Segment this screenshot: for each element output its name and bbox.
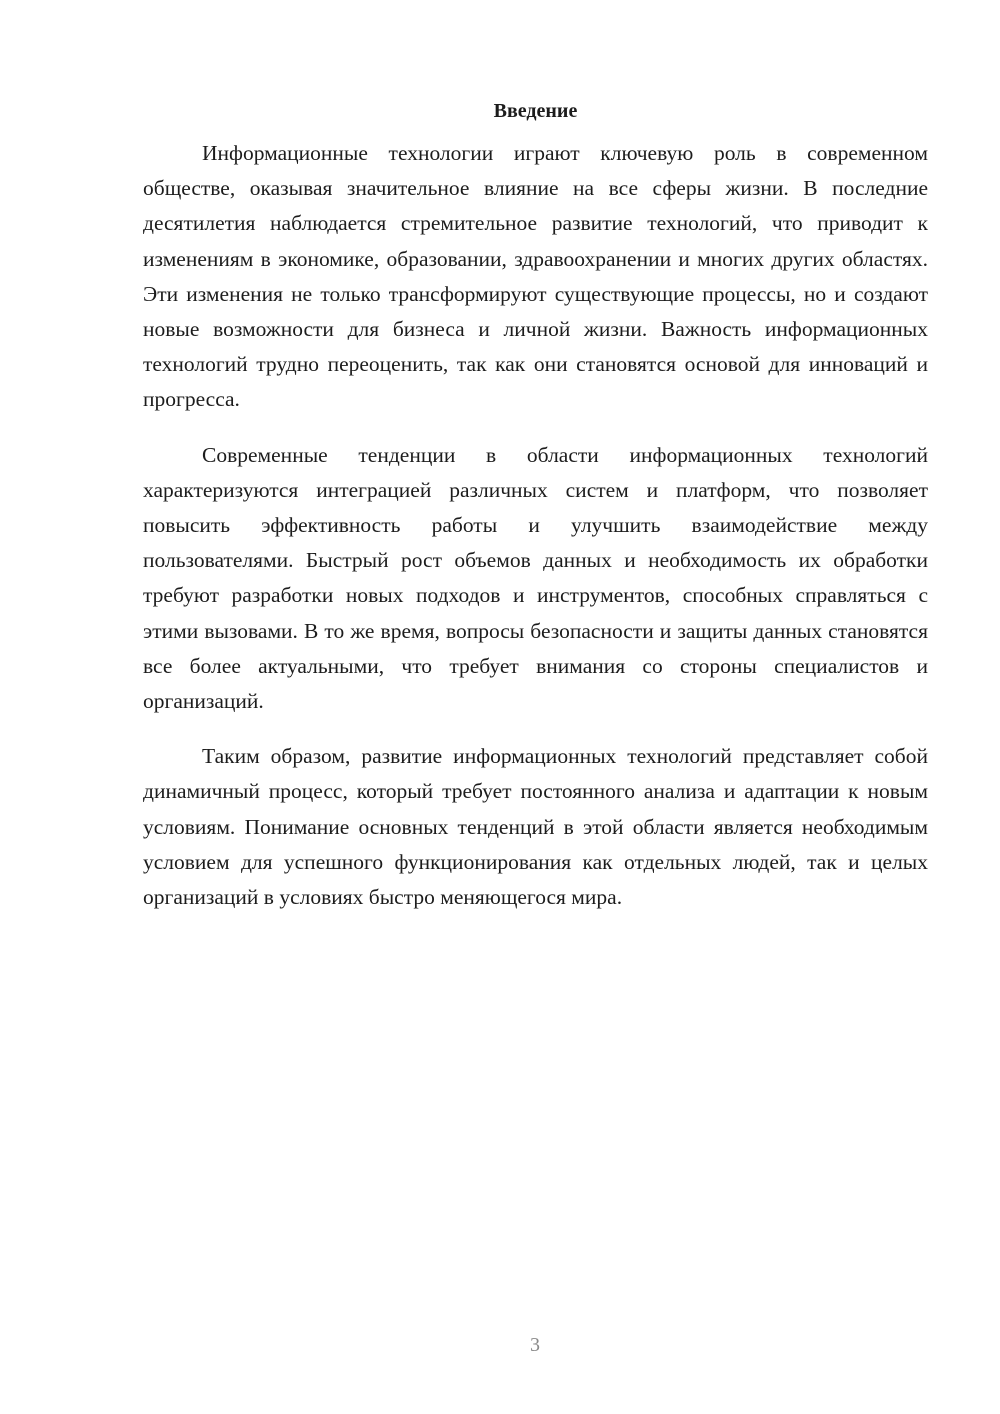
- page-number: 3: [530, 1334, 540, 1356]
- paragraph-2: Современные тенденции в области информационных технологий характеризуются интеграцией различных систем и платформ, что позволяет повысить эффективность работы и улучшить взаимодействие между пользователями. Быстрый рост объемов данных и необходимость их обработки требуют разработки новых подходов и инструментов, способных справляться с этими вызовами. В то же время, вопросы безопасности и защиты данных становятся все более актуальными, что требует внимания со стороны специалистов и организаций.: [143, 442, 928, 714]
- paragraph-1: Информационные технологии играют ключевую роль в современном обществе, оказывая значительное влияние на все сферы жизни. В последние десятилетия наблюдается стремительное развитие технологий, что приводит к изменениям в экономике, образовании, здравоохранении и многих других областях. Эти изменения не только трансформируют существующие процессы, но и создают новые возможности для бизнеса и личной жизни. Важность информационных технологий трудно переоценить, так как они становятся основой для инноваций и прогресса.: [143, 141, 928, 412]
- page-content: [143, 96, 928, 935]
- paragraph-3: Таким образом, развитие информационных технологий представляет собой динамичный процесс, который требует постоянного анализа и адаптации к новым условиям. Понимание основных тенденций в этой области является необходимым условием для успешного функционирования как отдельных людей, так и целых организаций в условиях быстро меняющегося мира.: [143, 744, 928, 910]
- section-title: Введение: [493, 100, 578, 122]
